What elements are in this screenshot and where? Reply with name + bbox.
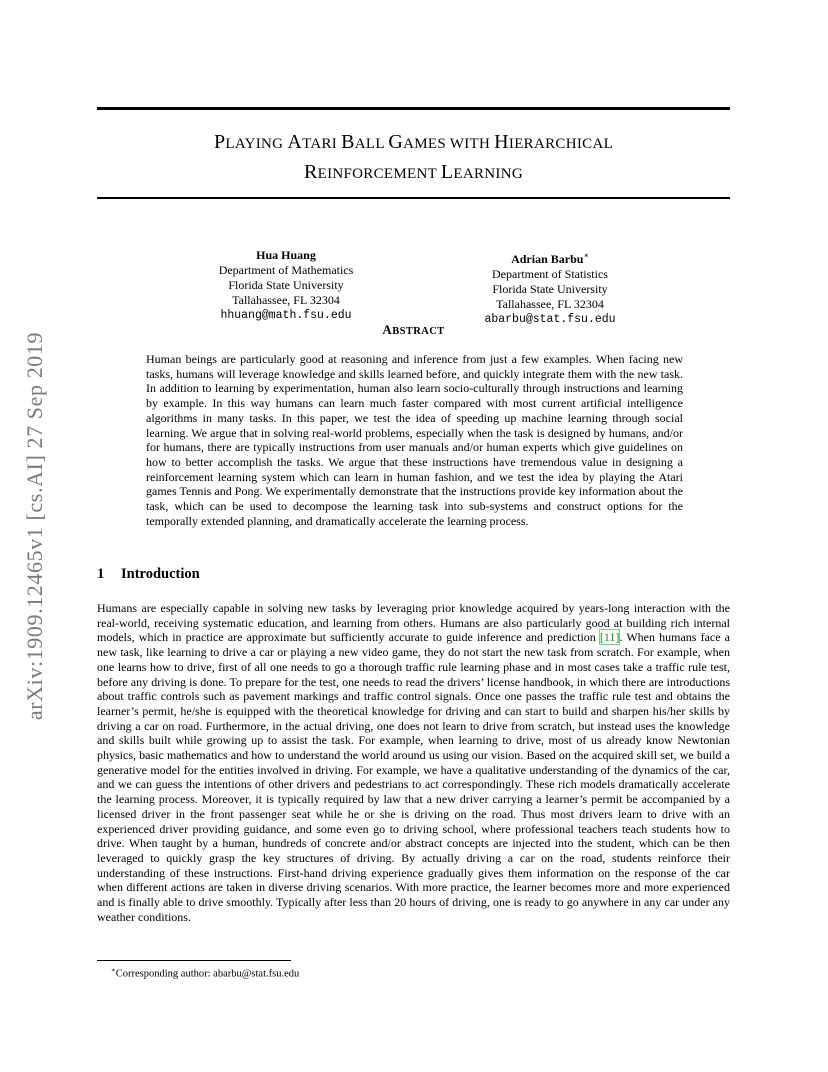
title-rule-bottom <box>97 197 730 199</box>
section-number: 1 <box>97 566 105 582</box>
footnote-text: Corresponding author: abarbu@stat.fsu.edu <box>115 968 300 980</box>
author-name: Adrian Barbu∗ <box>511 251 589 266</box>
author-block-2 <box>430 248 670 327</box>
section-title: Introduction <box>121 566 200 582</box>
abstract-heading: ABSTRACT <box>382 322 445 337</box>
abstract-text: Human beings are particularly good at reasoning and inference from just a few examples. When facing new tasks, humans will leverage knowledge and skills learned before, and quickly integrate them with the new task. In addition to learning by experimentation, human also learn socio-culturally through instructions and learning by example. In this way humans can learn much faster compared with most current artificial intelligence algorithms in many tasks. In this paper, we test the idea of speeding up machine learning through social learning. We argue that in solving real-world problems, especially when the task is designed by humans, and/or for humans, there are typically instructions from user manuals and/or human experts which give guidelines on how to better accomplish the tasks. We argue that these instructions have tremendous value in designing a reinforcement learning system which can learn in human fashion, and we test the idea by playing the Atari games Tennis and Pong. We experimentally demonstrate that the instructions provide key information about the task, which can be used to decompose the learning task into sub-systems and construct options for the temporally extended planning, and dramatically accelerate the learning process. <box>146 352 683 528</box>
section-heading <box>97 566 200 583</box>
paper-title <box>97 128 730 188</box>
title-line-1: PLAYING ATARI BALL GAMES WITH HIERARCHICAL <box>213 131 614 153</box>
corresponding-author-mark: ∗ <box>583 251 589 260</box>
citation-link[interactable]: [11] <box>599 630 620 645</box>
footnote <box>111 964 299 981</box>
author-department: Department of Statistics <box>492 267 608 281</box>
footnote-rule <box>97 960 291 961</box>
author-name: Hua Huang <box>256 248 316 262</box>
title-rule-top <box>97 107 730 110</box>
introduction-paragraph: Humans are especially capable in solving new tasks by leveraging prior knowledge acquired by years-long interaction with the real-world, receiving systematic education, and learning from others. Humans are also particularly good at building rich internal models, which in practice are approximate but sufficiently accurate to guide inference and prediction [11]. When humans face a new task, like learning to drive a car or playing a new video game, they do not start the new task from scratch. For example, when one learns how to drive, first of all one needs to go a thorough traffic rule learning phase and in most cases take a traffic rule test, before any driving is done. To prepare for the test, one needs to read the drivers’ license handbook, in which there are introductions about traffic controls such as pavement markings and traffic control signals. Once one passes the traffic rule test and obtains the learner’s permit, he/she is equipped with the theoretical knowledge for driving and can start to build and sharpen his/her skills by driving a car on road. Furthermore, in the actual driving, one does not learn to drive from scratch, but instead uses the knowledge and skills built while growing up to assist the task. For example, when learning to drive, most of us already know Newtonian physics, basic mathematics and how to understand the world around us using our vision. Based on the acquired skill set, we build a generative model for the entities involved in driving. For example, we have a qualitative understanding of the dynamics of the car, and we can guess the intentions of other drivers and pedestrians to act correspondingly. These rich models dramatically accelerate the learning process. Moreover, it is typically required by law that a new driver carrying a learner’s permit be accompanied by a licensed driver in the front passenger seat while he or she is driving on the road. Thus most drivers learn to drive with an experienced driver providing guidance, and some even go to driving school, where professional teachers teach students how to drive. When taught by a human, hundreds of concrete and/or abstract concepts are injected into the student, which can be then leveraged to quickly grasp the key structures of driving. By actually driving a car on the road, students reinforce their understanding of these instructions. First-hand driving experience gradually gives them information on the response of the car when different actions are taken in diverse driving scenarios. With more practice, the learner becomes more and more experienced and is finally able to drive smoothly. Typically after less than 20 hours of driving, one is ready to go anywhere in any car under any weather conditions. <box>97 601 730 924</box>
author-email: hhuang@math.fsu.edu <box>220 309 352 322</box>
author-email: abarbu@stat.fsu.edu <box>484 313 616 326</box>
footnote-mark: ∗ <box>111 966 116 974</box>
author-university: Florida State University <box>492 282 608 296</box>
title-line-2: REINFORCEMENT LEARNING <box>304 161 523 183</box>
author-university: Florida State University <box>228 278 344 292</box>
author-block-1 <box>166 248 406 323</box>
author-city: Tallahassee, FL 32304 <box>496 297 604 311</box>
arxiv-stamp: arXiv:1909.12465v1 [cs.AI] 27 Sep 2019 <box>22 331 47 721</box>
author-city: Tallahassee, FL 32304 <box>232 293 340 307</box>
author-department: Department of Mathematics <box>218 263 354 277</box>
